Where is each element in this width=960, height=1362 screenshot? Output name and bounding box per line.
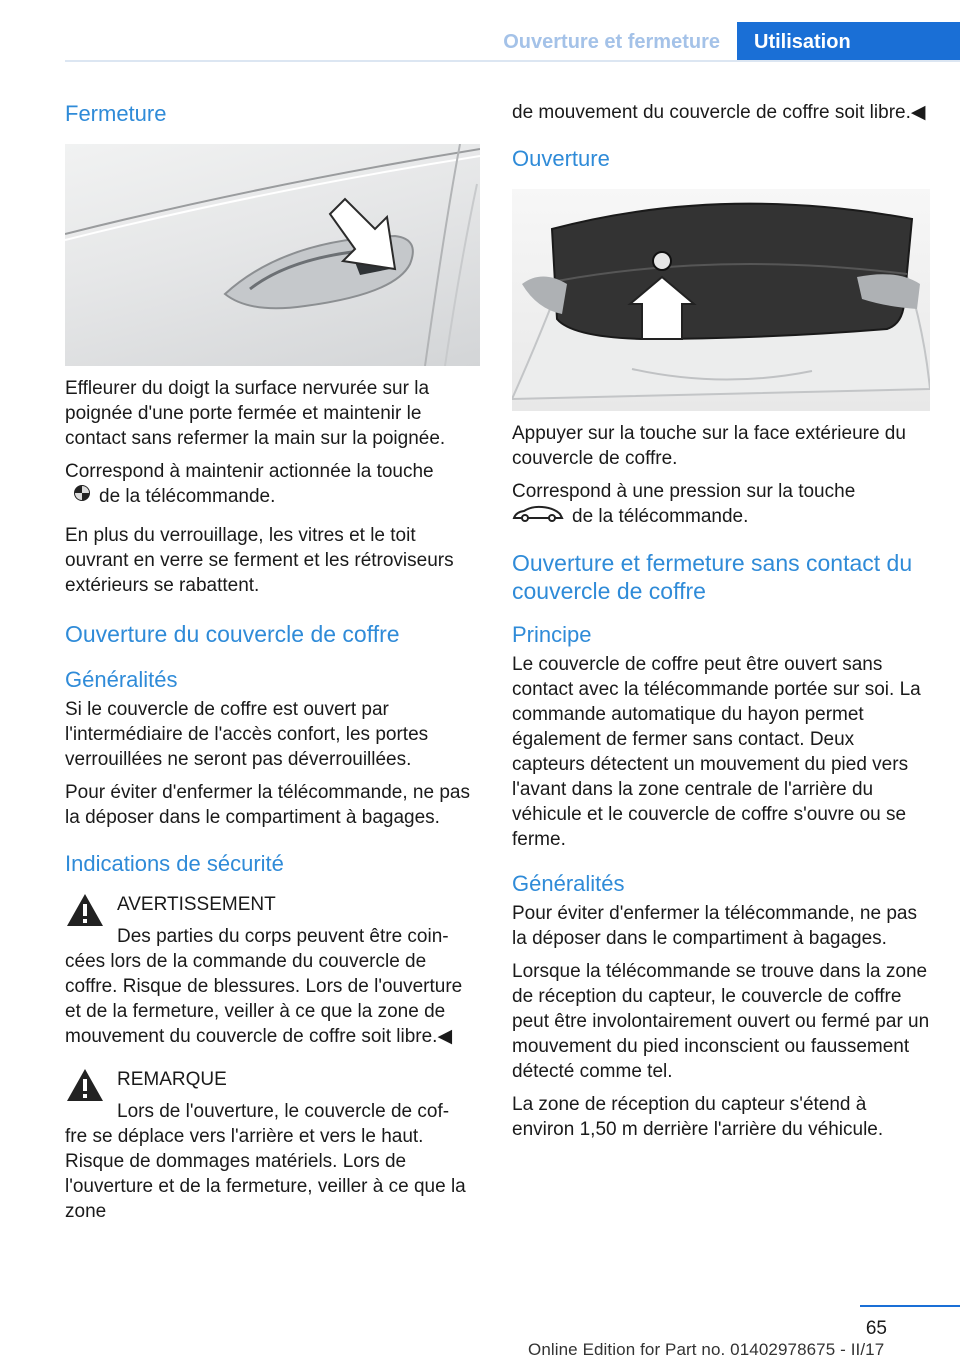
footer-edition: Online Edition for Part no. 01402978675 - II/17 [528,1340,885,1359]
warning-triangle-icon [65,1067,105,1103]
fermeture-paragraph-1: Effleurer du doigt la surface nervurée sur la poignée d'une porte fermée et maintenir le contact sans refermer la main sur la poignée. [65,378,446,449]
warning-1-body: cées lors de la commande du couvercle de coffre. Risque de blessures. Lors de l'ouverture et de la fermeture, veiller à ce que la zone de mouvement du couvercle de coffre soit libre.◀ [65,951,463,1048]
ouverture-paragraph-1: Appuyer sur la touche sur la face extérieure du couvercle de coffre. [512,423,906,469]
generalites-right-paragraph-3: La zone de réception du capteur s'étend à environ 1,50 m derrière l'arrière du véhicule. [512,1094,884,1141]
right-column [512,100,930,1150]
sans-contact-heading: Ouverture et fermeture sans contact du couvercle de coffre [512,550,913,605]
warning-2-body: fre se déplace vers l'arrière et vers le haut. Risque de dommages matériels. Lors de l'ouverture et de la fermeture, veiller à ce que la zone [65,1126,466,1223]
fermeture-paragraph-3: En plus du verrouillage, les vitres et le toit ouvrant en verre se ferment et les rétroviseurs extérieurs se rabattent. [65,525,454,597]
generalites-paragraph-1: Si le couvercle de coffre est ouvert par l'intermédiaire de l'accès confort, les portes verrouillées ne seront pas déverrouillées. [65,699,429,771]
lock-key-icon [73,484,91,509]
generalites-heading-right: Généralités [512,871,625,897]
fermeture-heading: Fermeture [65,101,167,126]
header-rule [65,60,960,62]
footer-rule [860,1305,960,1307]
warning-1-title: AVERTISSEMENT [117,894,276,916]
car-trunk-key-icon [512,504,564,529]
header-section-title: Ouverture et fermeture [503,31,720,53]
securite-heading: Indications de sécurité [65,851,284,877]
principe-heading: Principe [512,622,592,648]
warning-block-1 [65,892,480,1049]
warning-2-title: REMARQUE [117,1069,227,1091]
left-column [65,100,480,1232]
ouverture-heading: Ouverture [512,146,610,171]
ouverture-paragraph-2: Correspond à une pression sur la touche de la télécommande. [512,479,930,529]
warning-1-first-line: Des parties du corps peuvent être coin- [117,926,449,948]
generalites-paragraph-2: Pour éviter d'enfermer la télécommande, ne pas la déposer dans le compartiment à bagages. [65,782,470,829]
door-handle-illustration [65,144,480,366]
warning-2-first-line: Lors de l'ouverture, le couvercle de cof- [117,1101,450,1123]
warning-triangle-icon [65,892,105,928]
generalites-heading: Généralités [65,667,178,693]
page-number: 65 [865,1318,887,1339]
fermeture-paragraph-2: Correspond à maintenir actionnée la touche de la télécommande. [65,459,480,509]
continuation-text: de mouvement du couvercle de coffre soit libre.◀ [512,102,926,123]
header-chapter-tab[interactable]: Utilisation [737,22,960,62]
trunk-drawing [512,189,930,411]
door-handle-drawing [65,144,480,366]
principe-paragraph: Le couvercle de coffre peut être ouvert sans contact avec la télécommande portée sur soi. La commande automatique du hayon permet également de fermer sans contact. Deux capteurs détectent un mouvement du pied vers l'avant dans la zone centrale de l'arrière du véhicule et le couvercle de coffre s'ouvre ou se ferme. [512,654,921,851]
trunk-illustration [512,189,930,411]
generalites-right-paragraph-1: Pour éviter d'enfermer la télécommande, ne pas la déposer dans le compartiment à bagages. [512,903,917,950]
ouverture-coffre-heading: Ouverture du couvercle de coffre [65,621,400,648]
warning-block-2 [65,1067,480,1224]
generalites-right-paragraph-2: Lorsque la télécommande se trouve dans la zone de réception du capteur, le couvercle de coffre peut être involontairement ouvert ou fermé par un mouvement du pied inconscient ou faussement détecté comme tel. [512,961,930,1083]
